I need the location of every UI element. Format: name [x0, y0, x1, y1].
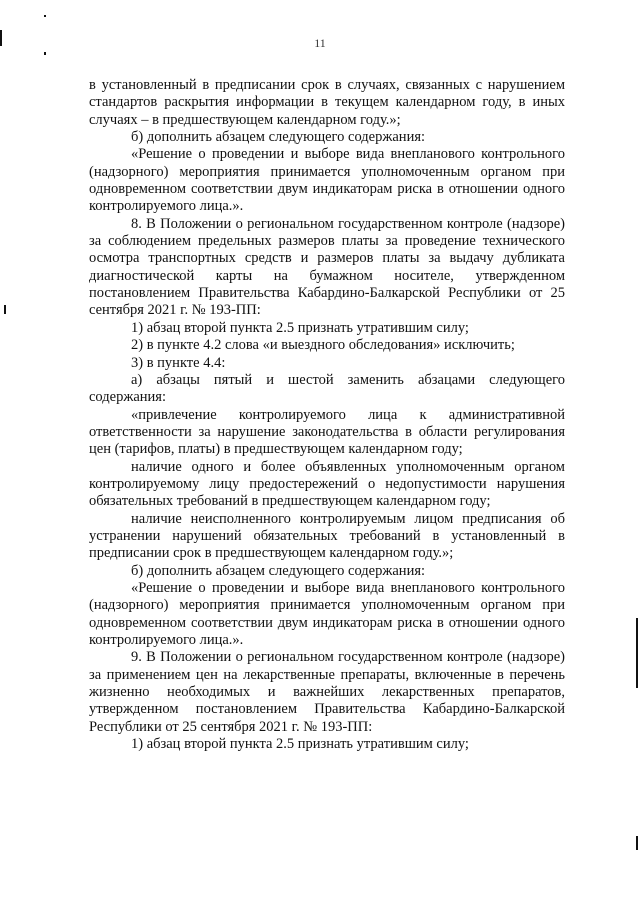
scan-mark — [636, 618, 638, 688]
paragraph: 3) в пункте 4.4: — [131, 354, 226, 371]
document-body — [89, 77, 565, 753]
paragraph: наличие неисполненного контролируемым лицом предписания об устранении нарушений обязательных требований в установленный в предписании срок в предшествующем календарном году.»; — [89, 510, 565, 562]
scan-mark — [636, 836, 638, 850]
scan-mark — [44, 15, 46, 17]
paragraph: 9. В Положении о региональном государственном контроле (надзоре) за применением цен на лекарственные препараты, включенные в перечень жизненно необходимых и важнейших лекарственных препаратов, утвержденном постановлением Правительства Кабардино-Балкарской Республики от 25 сентября 2021 г. № 193-ПП: — [89, 649, 565, 735]
paragraph: «Решение о проведении и выборе вида внепланового контрольного (надзорного) мероприятия принимается уполномоченным органом при одновременном соответствии двум индикаторам риска в отношении одного контролируемого лица.». — [89, 146, 565, 215]
paragraph: а) абзацы пятый и шестой заменить абзацами следующего содержания: — [89, 371, 565, 406]
paragraph: б) дополнить абзацем следующего содержания: — [131, 562, 426, 579]
paragraph: наличие одного и более объявленных уполномоченным органом контролируемому лицу предостережений о недопустимости нарушения обязательных требований в предшествующем календарном году; — [89, 458, 565, 510]
page-number: 11 — [314, 36, 326, 50]
paragraph: б) дополнить абзацем следующего содержания: — [131, 129, 426, 146]
paragraph: 1) абзац второй пункта 2.5 признать утратившим силу; — [131, 736, 469, 753]
paragraph: 1) абзац второй пункта 2.5 признать утратившим силу; — [131, 319, 469, 336]
paragraph: 2) в пункте 4.2 слова «и выездного обследования» исключить; — [131, 337, 515, 354]
paragraph: в установленный в предписании срок в случаях, связанных с нарушением стандартов раскрытия информации в текущем календарном году, в иных случаях – в предшествующем календарном году.»; — [89, 77, 565, 128]
scan-mark — [0, 30, 2, 46]
scan-mark — [44, 52, 46, 55]
paragraph: 8. В Положении о региональном государственном контроле (надзоре) за соблюдением предельных размеров платы за проведение технического осмотра транспортных средств и размеров платы за выдачу дубликата диагностической карты на бумажном носителе, утвержденном постановлением Правительства Кабардино-Балкарской Республики от 25 сентября 2021 г. № 193-ПП: — [89, 215, 565, 319]
paragraph: «привлечение контролируемого лица к административной ответственности за нарушение законодательства в области регулирования цен (тарифов, платы) в предшествующем календарном году; — [89, 406, 565, 458]
scan-mark — [4, 305, 6, 314]
paragraph: «Решение о проведении и выборе вида внепланового контрольного (надзорного) мероприятия принимается уполномоченным органом при одновременном соответствии двум индикаторам риска в отношении одного контролируемого лица.». — [89, 579, 565, 648]
